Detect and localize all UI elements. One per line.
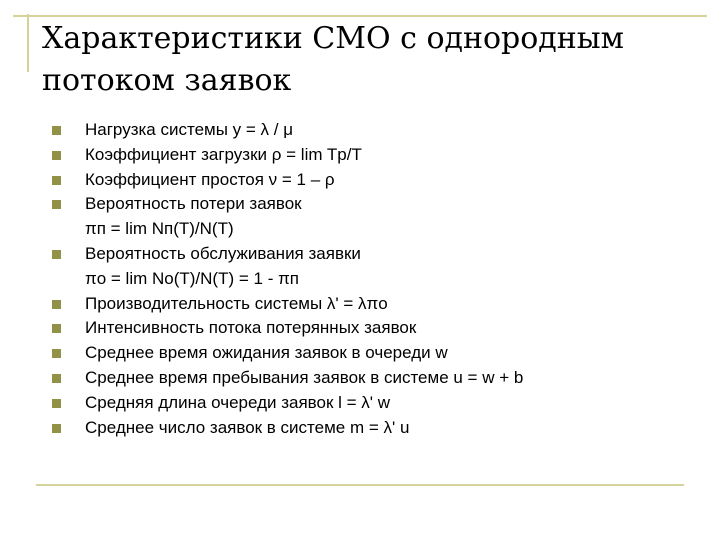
list-item-waiting-time xyxy=(50,341,700,366)
item-text: Нагрузка системы y = λ / μ xyxy=(85,120,293,139)
list-item-sojourn-time xyxy=(50,366,700,391)
square-bullet-icon xyxy=(52,424,61,433)
item-text: Среднее число заявок в системе m = λ' u xyxy=(85,417,410,437)
square-bullet-icon xyxy=(52,349,61,358)
square-bullet-icon xyxy=(52,126,61,135)
title-line-2: потоком заявок xyxy=(42,63,292,98)
list-item-utilization xyxy=(50,143,700,168)
list-item-lost-intensity xyxy=(50,316,700,341)
decorative-bottom-line xyxy=(36,484,684,486)
item-text: Производительность системы λ' = λπо xyxy=(85,293,388,313)
list-item-load xyxy=(50,118,700,143)
square-bullet-icon xyxy=(52,324,61,333)
list-item-throughput xyxy=(50,292,700,317)
decorative-top-line xyxy=(13,15,707,17)
title-line-1: Характеристики СМО с однородным xyxy=(42,21,624,56)
square-bullet-icon xyxy=(52,374,61,383)
square-bullet-icon xyxy=(52,250,61,259)
list-item-queue-length xyxy=(50,391,700,416)
decorative-vertical-line xyxy=(27,14,29,72)
item-text: Коэффициент простоя ν = 1 – ρ xyxy=(85,169,335,189)
square-bullet-icon xyxy=(52,200,61,209)
square-bullet-icon xyxy=(52,399,61,408)
list-item-loss-probability xyxy=(50,192,700,242)
square-bullet-icon xyxy=(52,300,61,309)
item-text: Средняя длина очереди заявок l = λ' w xyxy=(85,392,391,412)
list-item-service-probability xyxy=(50,242,700,292)
item-formula: πп = lim Nп(T)/N(T) xyxy=(85,219,234,239)
item-text: Среднее время пребывания заявок в системе u = w + b xyxy=(85,367,524,387)
bullet-list xyxy=(50,118,700,440)
item-text: Вероятность обслуживания заявки xyxy=(85,243,361,263)
square-bullet-icon xyxy=(52,151,61,160)
item-text: Среднее время ожидания заявок в очереди w xyxy=(85,343,448,363)
slide-title xyxy=(42,18,702,102)
item-text: Интенсивность потока потерянных заявок xyxy=(85,318,417,338)
item-text: Коэффициент загрузки ρ = lim Tр/T xyxy=(85,144,362,164)
item-formula: πо = lim Nо(T)/N(T) = 1 - πп xyxy=(85,268,300,288)
list-item-idle xyxy=(50,168,700,193)
square-bullet-icon xyxy=(52,176,61,185)
item-text: Вероятность потери заявок xyxy=(85,194,302,214)
list-item-system-count xyxy=(50,416,700,441)
